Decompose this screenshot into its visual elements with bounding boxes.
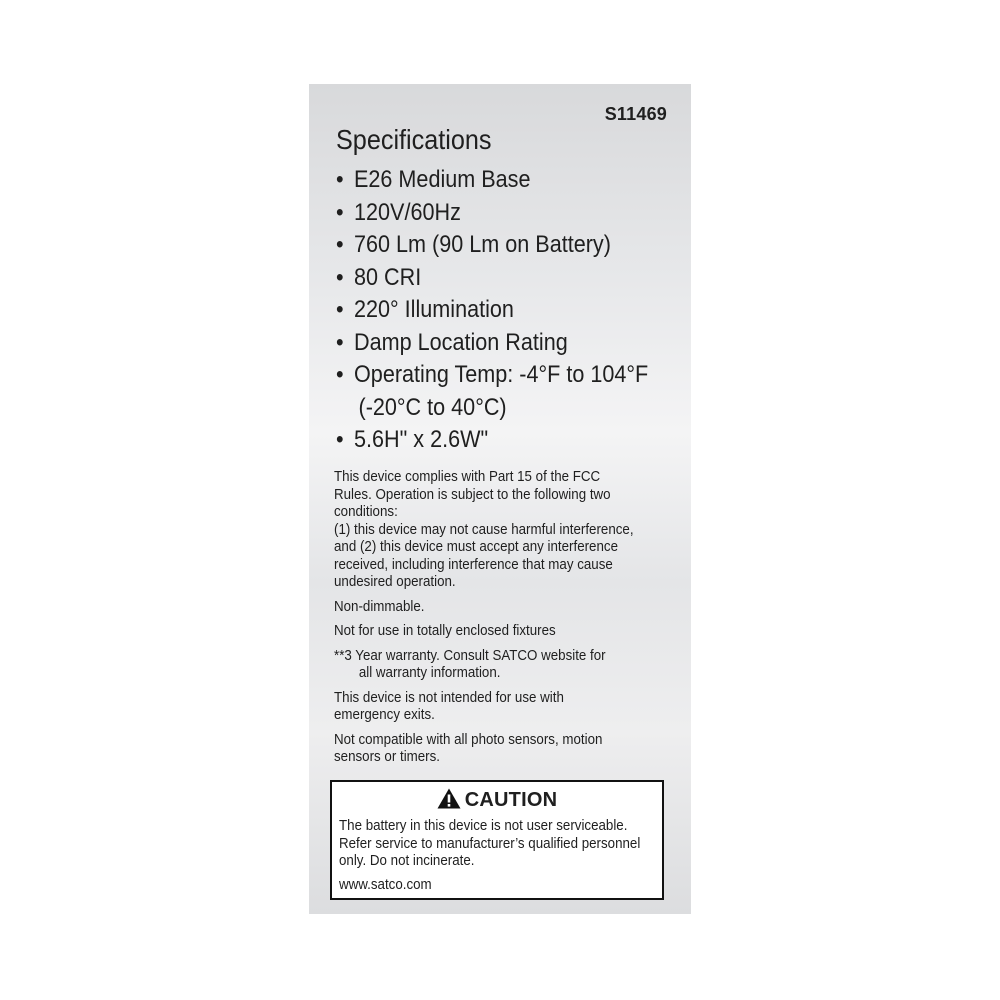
specifications-list: [336, 164, 681, 457]
spec-item-continuation: (-20°C to 40°C): [358, 393, 507, 421]
website-link[interactable]: www.satco.com: [339, 877, 432, 893]
enclosed-fixtures-note: Not for use in totally enclosed fixtures: [334, 623, 556, 639]
bullet: •: [336, 361, 344, 388]
sensors-note: Not compatible with all photo sensors, motion sensors or timers.: [334, 731, 603, 765]
warning-triangle-icon: [437, 788, 461, 809]
spec-item: • Damp Location Rating: [336, 327, 647, 360]
spec-item: • 80 CRI: [336, 262, 647, 295]
spec-item: • 760 Lm (90 Lm on Battery): [336, 229, 647, 262]
caution-heading: CAUTION: [332, 788, 662, 812]
bullet: •: [336, 296, 344, 323]
bullet: •: [336, 426, 344, 453]
warranty-note: **3 Year warranty. Consult SATCO website for all warranty information.: [334, 647, 606, 681]
product-code: S11469: [604, 104, 667, 124]
spec-item: • 120V/60Hz: [336, 197, 647, 230]
bullet: •: [336, 198, 344, 226]
spec-label-panel: [309, 84, 691, 914]
caution-text: The battery in this device is not user serviceable. Refer service to manufacturer’s qualified personnel only. Do not incinerate.: [339, 818, 641, 869]
spec-item: • E26 Medium Base: [336, 164, 647, 197]
spec-item: • Operating Temp: -4°F to 104°F: [336, 359, 647, 392]
bullet: •: [336, 328, 344, 356]
spec-item: • 220° Illumination: [336, 294, 647, 327]
fcc-notice: This device complies with Part 15 of the FCC Rules. Operation is subject to the following two conditions: (1) this device may not cause harmful interference, and (2) this device must accept any interference received, including interference that may cause undesired operation.: [334, 469, 634, 590]
notes-section: [334, 469, 691, 774]
bullet: •: [336, 231, 344, 258]
specifications-title: Specifications: [336, 124, 492, 155]
caution-box: [330, 780, 664, 900]
spec-item: • 5.6H" x 2.6W": [336, 424, 647, 457]
bullet: •: [336, 166, 344, 193]
emergency-exits-note: This device is not intended for use with emergency exits.: [334, 689, 564, 723]
non-dimmable-note: Non-dimmable.: [334, 598, 425, 615]
bullet: •: [336, 263, 344, 291]
